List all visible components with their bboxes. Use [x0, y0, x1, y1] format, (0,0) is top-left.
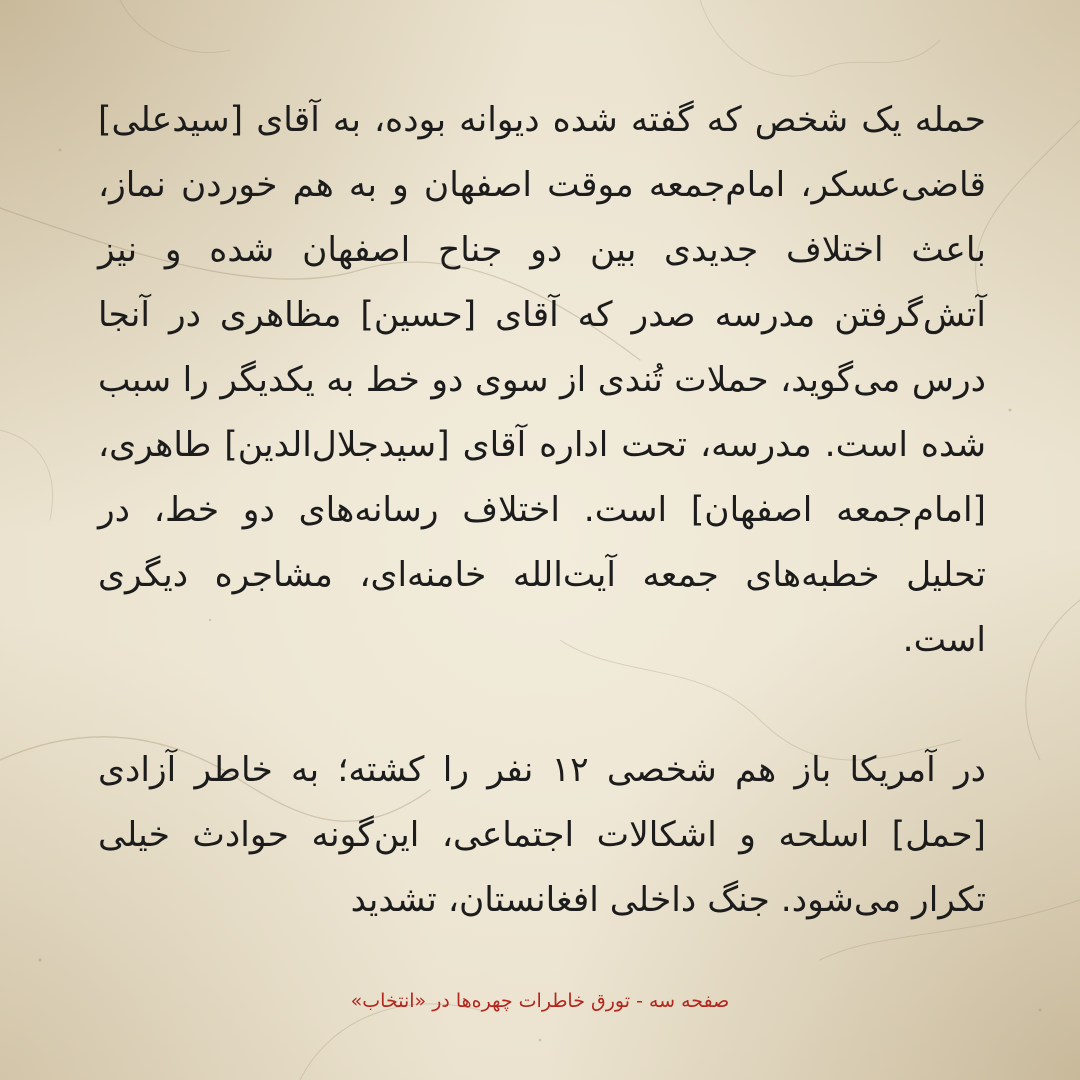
memoir-page [98, 88, 986, 988]
paragraph-2: در آمریکا باز هم شخصی ۱۲ نفر را کشته؛ به خاطر آزادی [حمل] اسلحه و اشکالات اجتماعی، این‌گونه حوادث خیلی تکرار می‌شود. جنگ داخلی افغانستان، تشدید [98, 750, 986, 920]
page-footer-caption: صفحه سه - تورق خاطرات چهره‌ها در «انتخاب» [350, 990, 730, 1012]
paragraph-1: حمله یک شخص که گفته شده دیوانه بوده، به آقای [سیدعلی] قاضی‌عسکر، امام‌جمعه موقت اصفهان و به هم خوردن نماز، باعث اختلاف جدیدی بین دو جناح اصفهان شده و نیز آتش‌گرفتن مدرسه صدر که آقای [حسین] مظاهری در آنجا درس می‌گوید، حملات تُندی از سوی دو خط به یکدیگر را سبب شده است. مدرسه، تحت اداره آقای [سیدجلال‌الدین] طاهری، [امام‌جمعه اصفهان] است. اختلاف رسانه‌های دو خط، در تحلیل خطبه‌های جمعه آیت‌الله خامنه‌ای، مشاجره دیگری است. [98, 100, 986, 660]
